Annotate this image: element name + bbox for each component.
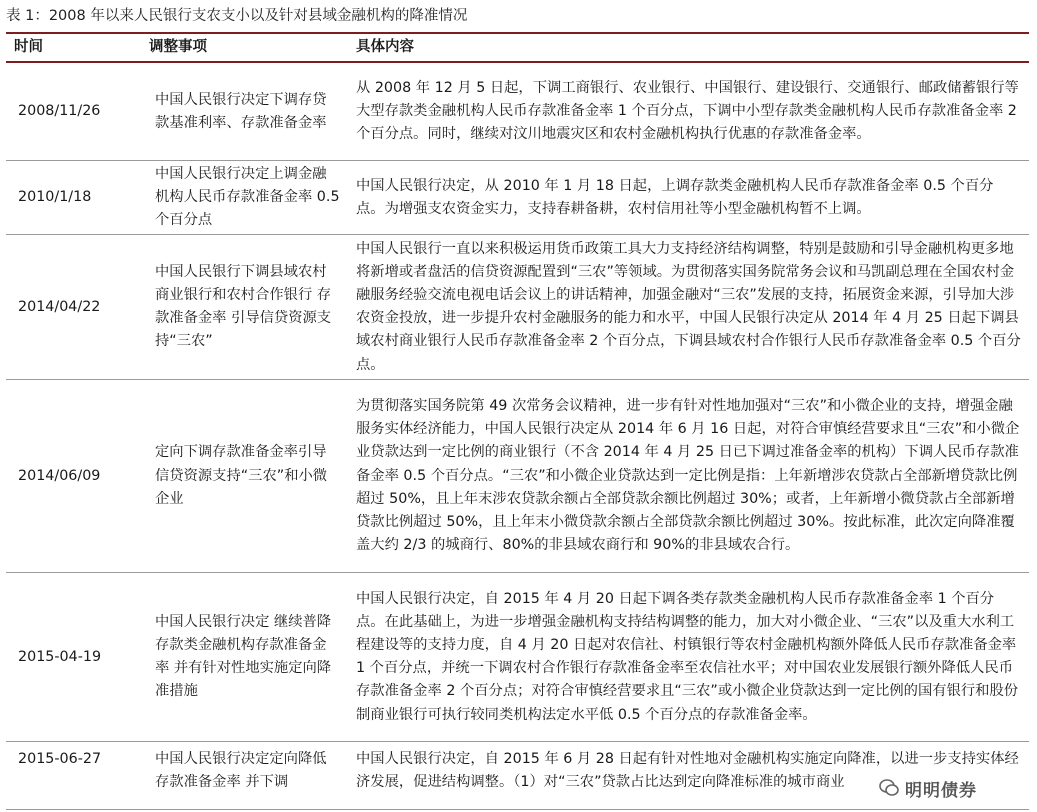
row-content: 中国人民银行决定，自 2015 年 6 月 28 日起有针对性地对金融机构实施定向降准，以进一步支持实体经济发展，促进结构调整。（1）对“三农”贷款占比达到定向降准标准的城市商业 [348,742,1029,810]
row-content: 中国人民银行决定，从 2010 年 1 月 18 日起，上调存款类金融机构人民币存款准备金率 0.5 个百分点。为增强支农资金实力，支持春耕备耕，农村信用社等小型金融机构暂不上调。 [348,161,1029,235]
row-date: 2015-06-27 [6,742,141,810]
table-row [6,161,1029,235]
row-item: 中国人民银行下调县域农村商业银行和农村合作银行 存款准备金率 引导信贷资源支持“三农” [141,235,348,380]
row-date: 2010/1/18 [6,161,141,235]
table-row [6,380,1029,573]
row-date: 2008/11/26 [6,62,141,161]
header-time: 时间 [6,33,141,62]
table-caption: 表 1：2008 年以来人民银行支农支小以及针对县域金融机构的降准情况 [6,8,468,24]
row-item: 中国人民银行决定下调存贷款基准利率、存款准备金率 [141,62,348,161]
wechat-icon [879,778,899,798]
watermark-text: 明明债券 [905,780,977,801]
row-date: 2014/06/09 [6,380,141,573]
row-content: 中国人民银行一直以来积极运用货币政策工具大力支持经济结构调整，特别是鼓励和引导金融机构更多地将新增或者盘活的信贷资源配置到“三农”等领域。为贯彻落实国务院常务会议和马凯副总理在全国农村金融服务经验交流电视电话会议上的讲话精神，加强金融对“三农”发展的支持，拓展资金来源，引导加大涉农资金投放，进一步提升农村金融服务的能力和水平，中国人民银行决定从 2014 年 4 月 25 日起下调县域农村商业银行人民币存款准备金率 2 个百分点，下调县域农村合作银行人民币存款准备金率 0.5 个百分点。 [348,235,1029,380]
table-row [6,742,1029,810]
table-row [6,573,1029,742]
table-row [6,62,1029,161]
row-content: 为贯彻落实国务院第 49 次常务会议精神，进一步有针对性地加强对“三农”和小微企业的支持，增强金融服务实体经济能力，中国人民银行决定从 2014 年 6 月 16 日起，对符合审慎经营要求且“三农”和小微企业贷款达到一定比例的商业银行（不含 2014 年 4 月 25 日已下调过准备金率的机构）下调人民币存款准备金率 0.5 个百分点。“三农”和小微企业贷款达到一定比例是指：上年新增涉农贷款占全部新增贷款比例超过 50%，且上年末涉农贷款余额占全部贷款余额比例超过 30%；或者，上年新增小微贷款占全部新增贷款比例超过 50%，且上年末小微贷款余额占全部贷款余额比例超过 30%。按此标准，此次定向降准覆盖大约 2/3 的城商行、80%的非县域农商行和 90%的非县域农合行。 [348,380,1029,573]
row-content: 从 2008 年 12 月 5 日起，下调工商银行、农业银行、中国银行、建设银行、交通银行、邮政储蓄银行等大型存款类金融机构人民币存款准备金率 1 个百分点，下调中小型存款类金融机构人民币存款准备金率 2 个百分点。同时，继续对汶川地震灾区和农村金融机构执行优惠的存款准备金率。 [348,62,1029,161]
row-content: 中国人民银行决定，自 2015 年 4 月 20 日起下调各类存款类金融机构人民币存款准备金率 1 个百分点。在此基础上，为进一步增强金融机构支持结构调整的能力，加大对小微企业、“三农”以及重大水利工程建设等的支持力度，自 4 月 20 日起对农信社、村镇银行等农村金融机构额外降低人民币存款准备金率 1 个百分点，并统一下调农村合作银行存款准备金率至农信社水平；对中国农业发展银行额外降低人民币存款准备金率 2 个百分点；对符合审慎经营要求且“三农”或小微企业贷款达到一定比例的国有银行和股份制商业银行可执行较同类机构法定水平低 0.5 个百分点的存款准备金率。 [348,573,1029,742]
row-item: 中国人民银行决定定向降低存款准备金率 并下调 [141,742,348,810]
row-date: 2014/04/22 [6,235,141,380]
header-item: 调整事项 [141,33,348,62]
table-row [6,235,1029,380]
header-content: 具体内容 [348,33,1029,62]
watermark [873,774,1029,802]
row-item: 定向下调存款准备金率引导信贷资源支持“三农”和小微企业 [141,380,348,573]
rrr-cut-table [6,32,1029,810]
row-item: 中国人民银行决定 继续普降存款类金融机构存款准备金率 并有针对性地实施定向降准措施 [141,573,348,742]
table-header-row [6,33,1029,62]
row-date: 2015-04-19 [6,573,141,742]
row-item: 中国人民银行决定上调金融机构人民币存款准备金率 0.5 个百分点 [141,161,348,235]
